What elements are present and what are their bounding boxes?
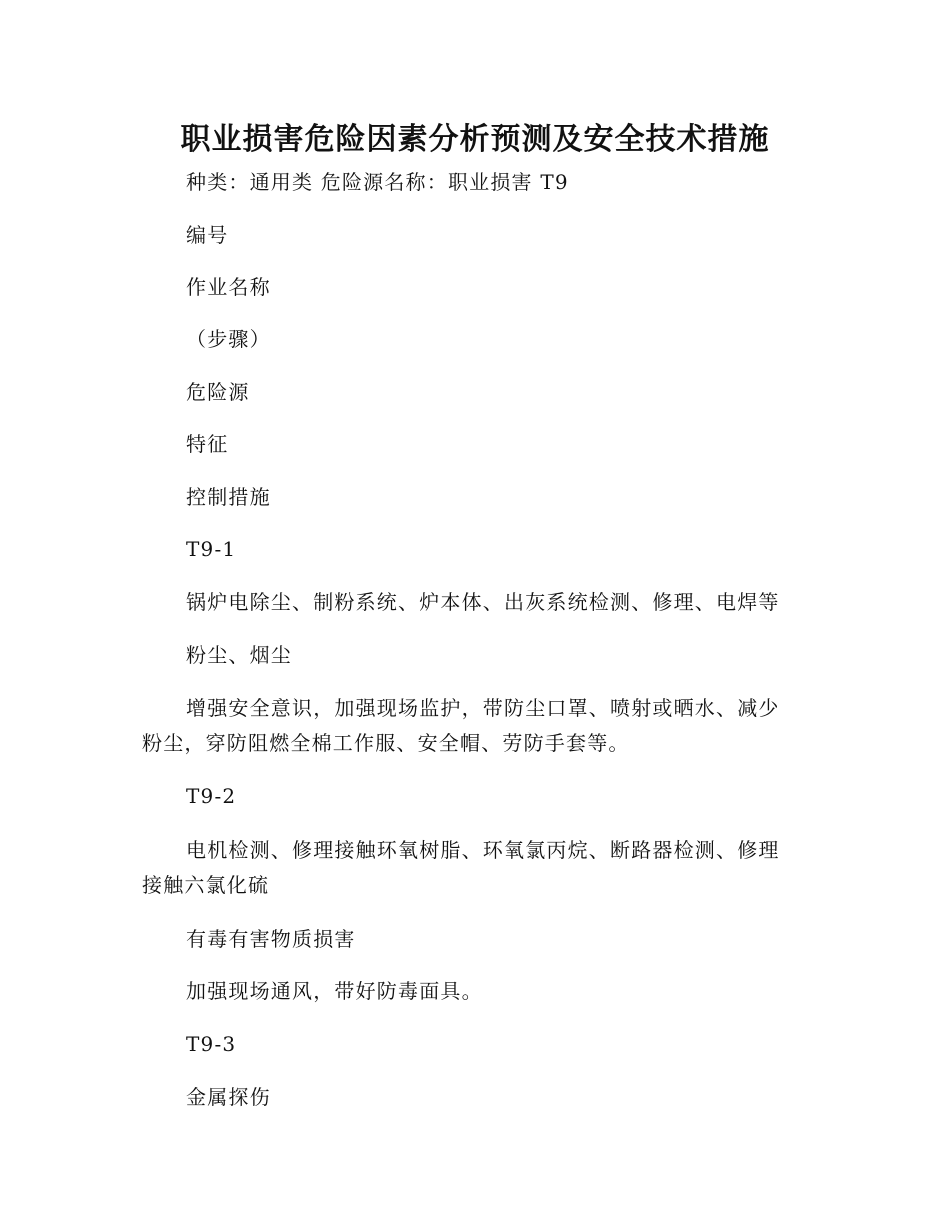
label-control-measures: 控制措施 <box>186 485 271 509</box>
document-title: 职业损害危险因素分析预测及安全技术措施 <box>180 122 770 157</box>
item-code-t9-3: T9-3 <box>186 1032 237 1056</box>
label-step: （步骤） <box>186 327 271 351</box>
label-feature: 特征 <box>186 432 229 456</box>
label-hazard-source: 危险源 <box>186 380 250 404</box>
label-number: 编号 <box>186 223 229 247</box>
category-line: 种类：通用类 危险源名称：职业损害 T9 <box>186 170 569 194</box>
item-t9-1-measures: 增强安全意识，加强现场监护，带防尘口罩、喷射或晒水、减少粉尘，穿防阻燃全棉工作服、安全帽、劳防手套等。 <box>142 696 780 755</box>
item-t9-1-hazard: 粉尘、烟尘 <box>186 643 292 667</box>
item-t9-2-measures: 加强现场通风，带好防毒面具。 <box>186 979 483 1003</box>
item-t9-1-job: 锅炉电除尘、制粉系统、炉本体、出灰系统检测、修理、电焊等 <box>186 590 780 614</box>
item-code-t9-2: T9-2 <box>186 784 237 808</box>
item-t9-3-job: 金属探伤 <box>186 1085 271 1109</box>
item-t9-2-job: 电机检测、修理接触环氧树脂、环氧氯丙烷、断路器检测、修理接触六氯化硫 <box>142 838 780 897</box>
item-t9-2-hazard: 有毒有害物质损害 <box>186 927 356 951</box>
item-code-t9-1: T9-1 <box>186 537 237 561</box>
label-job-name: 作业名称 <box>186 275 271 299</box>
